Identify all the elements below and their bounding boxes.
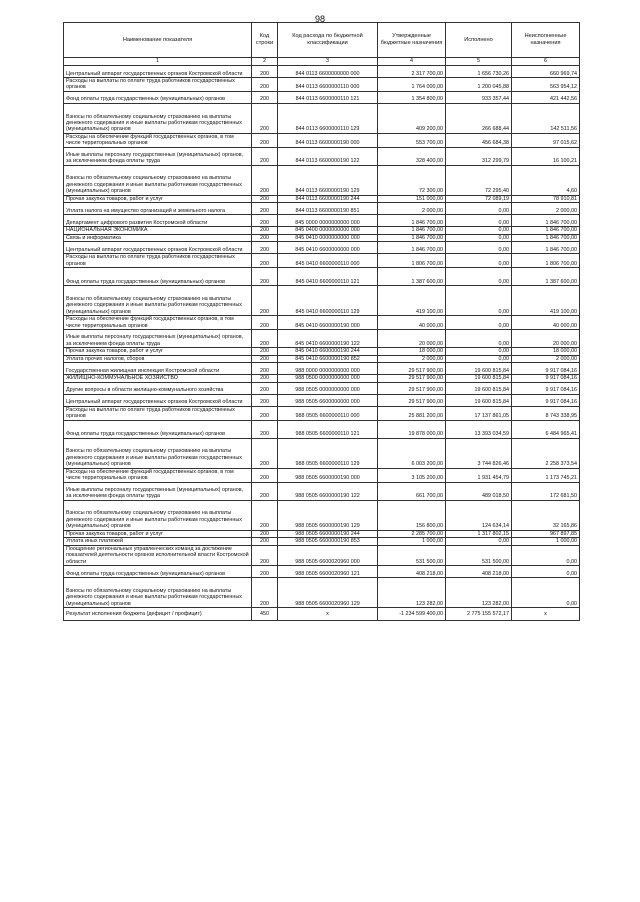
row-classification: 988 0505 6600000110 121 <box>278 420 378 438</box>
row-executed: 456 684,38 <box>446 133 512 147</box>
row-line-code: 200 <box>252 254 278 268</box>
row-executed: 3 744 826,46 <box>446 438 512 468</box>
row-name: Фонд оплаты труда государственных (муниципальных) органов <box>64 268 252 286</box>
row-remaining: 1 846 700,00 <box>512 234 580 241</box>
table-row <box>64 420 580 438</box>
row-classification: 844 0113 6600000190 244 <box>278 195 378 202</box>
row-line-code: 200 <box>252 394 278 406</box>
row-remaining: 419 100,00 <box>512 286 580 316</box>
table-row <box>64 242 580 254</box>
table-row <box>64 330 580 348</box>
row-executed: 19 600 815,84 <box>446 363 512 375</box>
row-name: Поощрение региональных управленческих команд за достижение показателей деятельности органов исполнительной власти Костромской области <box>64 545 252 565</box>
row-name: Иные выплаты персоналу государственных (муниципальных) органов, за исключением фонда оплаты труда <box>64 330 252 348</box>
row-classification: 988 0505 6600000190 122 <box>278 482 378 500</box>
row-approved: 1 846 700,00 <box>378 234 446 241</box>
row-executed: 489 018,50 <box>446 482 512 500</box>
row-line-code: 200 <box>252 382 278 394</box>
row-name: Расходы на выплаты по оплате труда работников государственных органов <box>64 78 252 92</box>
table-row <box>64 363 580 375</box>
row-classification: 845 0410 6600000190 244 <box>278 348 378 355</box>
row-approved: 1 846 700,00 <box>378 242 446 254</box>
row-classification: 988 0505 6600000190 853 <box>278 538 378 545</box>
row-name: Прочая закупка товаров, работ и услуг <box>64 195 252 202</box>
result-executed: 2 775 155 572,17 <box>446 608 512 621</box>
table-row <box>64 468 580 482</box>
row-approved: 531 500,00 <box>378 545 446 565</box>
column-index: 4 <box>378 58 446 66</box>
row-executed: 408 218,00 <box>446 566 512 578</box>
row-remaining: 78 910,81 <box>512 195 580 202</box>
row-remaining: 1 000,00 <box>512 538 580 545</box>
row-line-code: 200 <box>252 330 278 348</box>
row-approved: 408 218,00 <box>378 566 446 578</box>
table-row <box>64 147 580 165</box>
row-executed: 1 200 045,88 <box>446 78 512 92</box>
row-remaining: 0,00 <box>512 545 580 565</box>
row-remaining: 8 743 338,95 <box>512 406 580 420</box>
row-classification: 844 0113 6600000000 000 <box>278 66 378 78</box>
row-classification: 845 0410 6600000190 122 <box>278 330 378 348</box>
row-remaining: 97 015,62 <box>512 133 580 147</box>
row-name: Расходы на выплаты по оплате труда работников государственных органов <box>64 254 252 268</box>
row-classification: 988 0505 6600020960 129 <box>278 578 378 608</box>
row-executed: 0,00 <box>446 538 512 545</box>
row-name: Связь и информатика <box>64 234 252 241</box>
row-executed: 17 137 861,05 <box>446 406 512 420</box>
row-approved: 6 003 200,00 <box>378 438 446 468</box>
row-executed: 19 600 815,84 <box>446 375 512 382</box>
row-approved: 29 517 900,00 <box>378 382 446 394</box>
row-remaining: 18 000,00 <box>512 348 580 355</box>
row-classification: 844 0113 6600000190 129 <box>278 165 378 195</box>
row-remaining: 1 173 745,21 <box>512 468 580 482</box>
row-line-code: 200 <box>252 482 278 500</box>
row-executed: 312 299,79 <box>446 147 512 165</box>
row-line-code: 200 <box>252 316 278 330</box>
row-classification: 845 0400 0000000000 000 <box>278 227 378 234</box>
row-classification: 988 0505 6600000110 000 <box>278 406 378 420</box>
row-remaining: 32 165,86 <box>512 500 580 530</box>
table-row <box>64 566 580 578</box>
column-index: 5 <box>446 58 512 66</box>
row-name: Центральный аппарат государственных органов Костромской области <box>64 242 252 254</box>
row-remaining: 40 000,00 <box>512 316 580 330</box>
row-name: Прочая закупка товаров, работ и услуг <box>64 530 252 537</box>
row-executed: 0,00 <box>446 234 512 241</box>
row-approved: 29 517 900,00 <box>378 363 446 375</box>
row-approved: 29 517 900,00 <box>378 375 446 382</box>
result-line-code: 450 <box>252 608 278 621</box>
row-approved: 1 354 800,00 <box>378 91 446 103</box>
header-executed: Исполнено <box>446 23 512 58</box>
row-line-code: 200 <box>252 348 278 355</box>
row-name: Взносы по обязательному социальному страхованию на выплаты денежного содержания и иные выплаты работникам государственных (муниципальных) органов <box>64 500 252 530</box>
result-name: Результат исполнения бюджета (дефицит / профицит) <box>64 608 252 621</box>
row-name: Расходы на обеспечение функций государственных органов, в том числе территориальных органов <box>64 468 252 482</box>
row-line-code: 200 <box>252 578 278 608</box>
row-remaining: 9 917 084,16 <box>512 363 580 375</box>
row-approved: 3 105 200,00 <box>378 468 446 482</box>
row-remaining: 9 917 084,16 <box>512 375 580 382</box>
row-name: Фонд оплаты труда государственных (муниципальных) органов <box>64 566 252 578</box>
row-classification: 845 0410 6600000110 121 <box>278 268 378 286</box>
row-executed: 0,00 <box>446 242 512 254</box>
row-approved: 2 317 700,00 <box>378 66 446 78</box>
row-remaining: 563 954,12 <box>512 78 580 92</box>
row-remaining: 142 511,56 <box>512 103 580 133</box>
table-row <box>64 545 580 565</box>
row-name: Иные выплаты персоналу государственных (муниципальных) органов, за исключением фонда оплаты труда <box>64 147 252 165</box>
row-approved: 409 200,00 <box>378 103 446 133</box>
row-approved: 2 000,00 <box>378 355 446 362</box>
row-approved: 1 846 700,00 <box>378 215 446 227</box>
row-name: Расходы на обеспечение функций государственных органов, в том числе территориальных органов <box>64 133 252 147</box>
column-index: 6 <box>512 58 580 66</box>
row-approved: 419 100,00 <box>378 286 446 316</box>
table-row <box>64 316 580 330</box>
table-row <box>64 195 580 202</box>
row-classification: 845 0000 0000000000 000 <box>278 215 378 227</box>
row-remaining: 9 917 084,16 <box>512 382 580 394</box>
header-approved: Утвержденные бюджетные назначения <box>378 23 446 58</box>
row-executed: 19 600 815,84 <box>446 382 512 394</box>
table-row <box>64 203 580 215</box>
row-classification: 988 0505 0000000000 000 <box>278 382 378 394</box>
row-approved: 2 285 700,00 <box>378 530 446 537</box>
header-line-code: Код строки <box>252 23 278 58</box>
row-line-code: 200 <box>252 215 278 227</box>
table-row <box>64 91 580 103</box>
row-remaining: 1 387 600,00 <box>512 268 580 286</box>
row-approved: 1 000,00 <box>378 538 446 545</box>
row-line-code: 200 <box>252 566 278 578</box>
page-number: 98 <box>314 14 325 24</box>
row-line-code: 200 <box>252 147 278 165</box>
row-remaining: 6 484 965,41 <box>512 420 580 438</box>
table-row <box>64 438 580 468</box>
row-approved: 151 000,00 <box>378 195 446 202</box>
table-row <box>64 394 580 406</box>
table-row <box>64 78 580 92</box>
row-line-code: 200 <box>252 438 278 468</box>
row-line-code: 200 <box>252 286 278 316</box>
row-approved: 661 700,00 <box>378 482 446 500</box>
row-approved: 328 400,00 <box>378 147 446 165</box>
row-approved: 25 881 200,00 <box>378 406 446 420</box>
row-classification: 844 0113 6600000110 121 <box>278 91 378 103</box>
table-row <box>64 66 580 78</box>
table-row <box>64 500 580 530</box>
row-classification: 845 0410 6600000190 852 <box>278 355 378 362</box>
row-line-code: 200 <box>252 234 278 241</box>
header-classification: Код расхода по бюджетной классификации <box>278 23 378 58</box>
row-remaining: 660 969,74 <box>512 66 580 78</box>
row-executed: 72 089,19 <box>446 195 512 202</box>
row-classification: 988 0505 6600000190 129 <box>278 500 378 530</box>
row-name: Взносы по обязательному социальному страхованию на выплаты денежного содержания и иные выплаты работникам государственных (муниципальных) органов <box>64 103 252 133</box>
result-remaining: x <box>512 608 580 621</box>
row-approved: 123 282,00 <box>378 578 446 608</box>
table-row <box>64 530 580 537</box>
row-classification: 845 0410 0000000000 000 <box>278 234 378 241</box>
table-row <box>64 103 580 133</box>
column-index-row <box>64 58 580 66</box>
table-row <box>64 268 580 286</box>
column-index: 3 <box>278 58 378 66</box>
row-classification: 844 0113 6600000110 129 <box>278 103 378 133</box>
header-remaining: Неисполненные назначения <box>512 23 580 58</box>
budget-execution-table <box>63 22 580 621</box>
row-name: НАЦИОНАЛЬНАЯ ЭКОНОМИКА <box>64 227 252 234</box>
row-executed: 0,00 <box>446 203 512 215</box>
table-row <box>64 133 580 147</box>
row-line-code: 200 <box>252 355 278 362</box>
table-row <box>64 227 580 234</box>
row-name: Государственная жилищная инспекция Костромской области <box>64 363 252 375</box>
row-line-code: 200 <box>252 538 278 545</box>
row-name: Центральный аппарат государственных органов Костромской области <box>64 394 252 406</box>
row-name: Иные выплаты персоналу государственных (муниципальных) органов, за исключением фонда оплаты труда <box>64 482 252 500</box>
row-executed: 123 282,00 <box>446 578 512 608</box>
row-remaining: 9 917 084,16 <box>512 394 580 406</box>
row-line-code: 200 <box>252 268 278 286</box>
row-approved: 40 000,00 <box>378 316 446 330</box>
row-name: Уплата прочих налогов, сборов <box>64 355 252 362</box>
column-index: 1 <box>64 58 252 66</box>
row-classification: 988 0505 6600000190 244 <box>278 530 378 537</box>
row-remaining: 16 100,21 <box>512 147 580 165</box>
column-index: 2 <box>252 58 278 66</box>
row-executed: 933 357,44 <box>446 91 512 103</box>
row-executed: 266 688,44 <box>446 103 512 133</box>
table-row <box>64 215 580 227</box>
row-executed: 124 634,14 <box>446 500 512 530</box>
table-body <box>64 66 580 608</box>
row-approved: 156 800,00 <box>378 500 446 530</box>
table-row <box>64 165 580 195</box>
row-executed: 19 600 815,84 <box>446 394 512 406</box>
row-remaining: 967 897,85 <box>512 530 580 537</box>
row-executed: 1 931 454,79 <box>446 468 512 482</box>
row-classification: 845 0410 6600000110 129 <box>278 286 378 316</box>
row-line-code: 200 <box>252 375 278 382</box>
row-remaining: 1 846 700,00 <box>512 242 580 254</box>
row-name: Расходы на выплаты по оплате труда работников государственных органов <box>64 406 252 420</box>
row-line-code: 200 <box>252 242 278 254</box>
row-line-code: 200 <box>252 420 278 438</box>
row-classification: 845 0410 6600000110 000 <box>278 254 378 268</box>
row-classification: 988 0500 0000000000 000 <box>278 375 378 382</box>
row-name: Прочая закупка товаров, работ и услуг <box>64 348 252 355</box>
row-executed: 13 393 034,59 <box>446 420 512 438</box>
table-row <box>64 254 580 268</box>
row-executed: 0,00 <box>446 316 512 330</box>
row-remaining: 0,00 <box>512 578 580 608</box>
row-line-code: 200 <box>252 406 278 420</box>
table-row <box>64 538 580 545</box>
table-row <box>64 286 580 316</box>
row-remaining: 2 000,00 <box>512 203 580 215</box>
table-row <box>64 482 580 500</box>
row-name: Взносы по обязательному социальному страхованию на выплаты денежного содержания и иные выплаты работникам государственных (муниципальных) органов <box>64 438 252 468</box>
row-remaining: 4,60 <box>512 165 580 195</box>
row-approved: 2 000,00 <box>378 203 446 215</box>
row-executed: 1 656 730,26 <box>446 66 512 78</box>
row-executed: 0,00 <box>446 254 512 268</box>
row-approved: 1 387 600,00 <box>378 268 446 286</box>
row-name: Фонд оплаты труда государственных (муниципальных) органов <box>64 91 252 103</box>
row-line-code: 200 <box>252 363 278 375</box>
row-name: Департамент цифрового развития Костромской области <box>64 215 252 227</box>
row-remaining: 0,00 <box>512 566 580 578</box>
row-executed: 0,00 <box>446 215 512 227</box>
table-row <box>64 375 580 382</box>
row-name: Центральный аппарат государственных органов Костромской области <box>64 66 252 78</box>
row-classification: 988 0505 6600000000 000 <box>278 394 378 406</box>
row-line-code: 200 <box>252 530 278 537</box>
row-remaining: 1 806 700,00 <box>512 254 580 268</box>
row-classification: 988 0505 6600000190 000 <box>278 468 378 482</box>
row-classification: 844 0113 6600000190 122 <box>278 147 378 165</box>
row-line-code: 200 <box>252 203 278 215</box>
row-executed: 1 317 802,15 <box>446 530 512 537</box>
row-line-code: 200 <box>252 227 278 234</box>
row-approved: 29 517 900,00 <box>378 394 446 406</box>
row-executed: 72 295,40 <box>446 165 512 195</box>
row-classification: 845 0410 6600000000 000 <box>278 242 378 254</box>
row-line-code: 200 <box>252 78 278 92</box>
row-remaining: 421 442,56 <box>512 91 580 103</box>
row-classification: 988 0505 6600000110 129 <box>278 438 378 468</box>
row-line-code: 200 <box>252 195 278 202</box>
result-approved: -1 234 599 400,00 <box>378 608 446 621</box>
row-approved: 1 806 700,00 <box>378 254 446 268</box>
row-remaining: 1 846 700,00 <box>512 215 580 227</box>
row-line-code: 200 <box>252 545 278 565</box>
row-executed: 0,00 <box>446 286 512 316</box>
row-classification: 988 0505 6600020960 121 <box>278 566 378 578</box>
row-name: Взносы по обязательному социальному страхованию на выплаты денежного содержания и иные выплаты работникам государственных (муниципальных) органов <box>64 578 252 608</box>
row-line-code: 200 <box>252 500 278 530</box>
row-approved: 20 000,00 <box>378 330 446 348</box>
row-name: Уплата налога на имущество организаций и земельного налога <box>64 203 252 215</box>
row-name: Взносы по обязательному социальному страхованию на выплаты денежного содержания и иные выплаты работникам государственных (муниципальных) органов <box>64 286 252 316</box>
row-line-code: 200 <box>252 468 278 482</box>
row-approved: 18 000,00 <box>378 348 446 355</box>
row-executed: 0,00 <box>446 348 512 355</box>
result-classification: x <box>278 608 378 621</box>
row-line-code: 200 <box>252 133 278 147</box>
row-remaining: 20 000,00 <box>512 330 580 348</box>
row-approved: 553 700,00 <box>378 133 446 147</box>
row-name: Расходы на обеспечение функций государственных органов, в том числе территориальных органов <box>64 316 252 330</box>
row-remaining: 1 846 700,00 <box>512 227 580 234</box>
row-classification: 845 0410 6600000190 000 <box>278 316 378 330</box>
row-name: Уплата иных платежей <box>64 538 252 545</box>
row-approved: 72 300,00 <box>378 165 446 195</box>
row-executed: 0,00 <box>446 227 512 234</box>
row-name: Фонд оплаты труда государственных (муниципальных) органов <box>64 420 252 438</box>
row-name: ЖИЛИЩНО-КОММУНАЛЬНОЕ ХОЗЯЙСТВО <box>64 375 252 382</box>
row-remaining: 172 681,50 <box>512 482 580 500</box>
row-line-code: 200 <box>252 165 278 195</box>
row-classification: 844 0113 6600000190 851 <box>278 203 378 215</box>
table-header-row <box>64 23 580 58</box>
row-name: Другие вопросы в области жилищно-коммунального хозяйства <box>64 382 252 394</box>
table-row <box>64 348 580 355</box>
row-executed: 0,00 <box>446 268 512 286</box>
row-name: Взносы по обязательному социальному страхованию на выплаты денежного содержания и иные выплаты работникам государственных (муниципальных) органов <box>64 165 252 195</box>
table-row <box>64 382 580 394</box>
row-executed: 531 500,00 <box>446 545 512 565</box>
row-approved: 1 764 000,00 <box>378 78 446 92</box>
row-classification: 844 0113 6600000110 000 <box>278 78 378 92</box>
row-classification: 844 0113 6600000190 000 <box>278 133 378 147</box>
row-remaining: 2 258 373,54 <box>512 438 580 468</box>
row-remaining: 2 000,00 <box>512 355 580 362</box>
header-name: Наименование показателя <box>64 23 252 58</box>
row-classification: 988 0505 6600020960 000 <box>278 545 378 565</box>
table-row <box>64 355 580 362</box>
row-line-code: 200 <box>252 103 278 133</box>
row-line-code: 200 <box>252 91 278 103</box>
row-executed: 0,00 <box>446 355 512 362</box>
row-classification: 988 0000 0000000000 000 <box>278 363 378 375</box>
row-approved: 1 846 700,00 <box>378 227 446 234</box>
row-approved: 19 878 000,00 <box>378 420 446 438</box>
table-row <box>64 406 580 420</box>
row-executed: 0,00 <box>446 330 512 348</box>
table-row <box>64 234 580 241</box>
row-line-code: 200 <box>252 66 278 78</box>
table-row <box>64 578 580 608</box>
result-row <box>64 608 580 621</box>
